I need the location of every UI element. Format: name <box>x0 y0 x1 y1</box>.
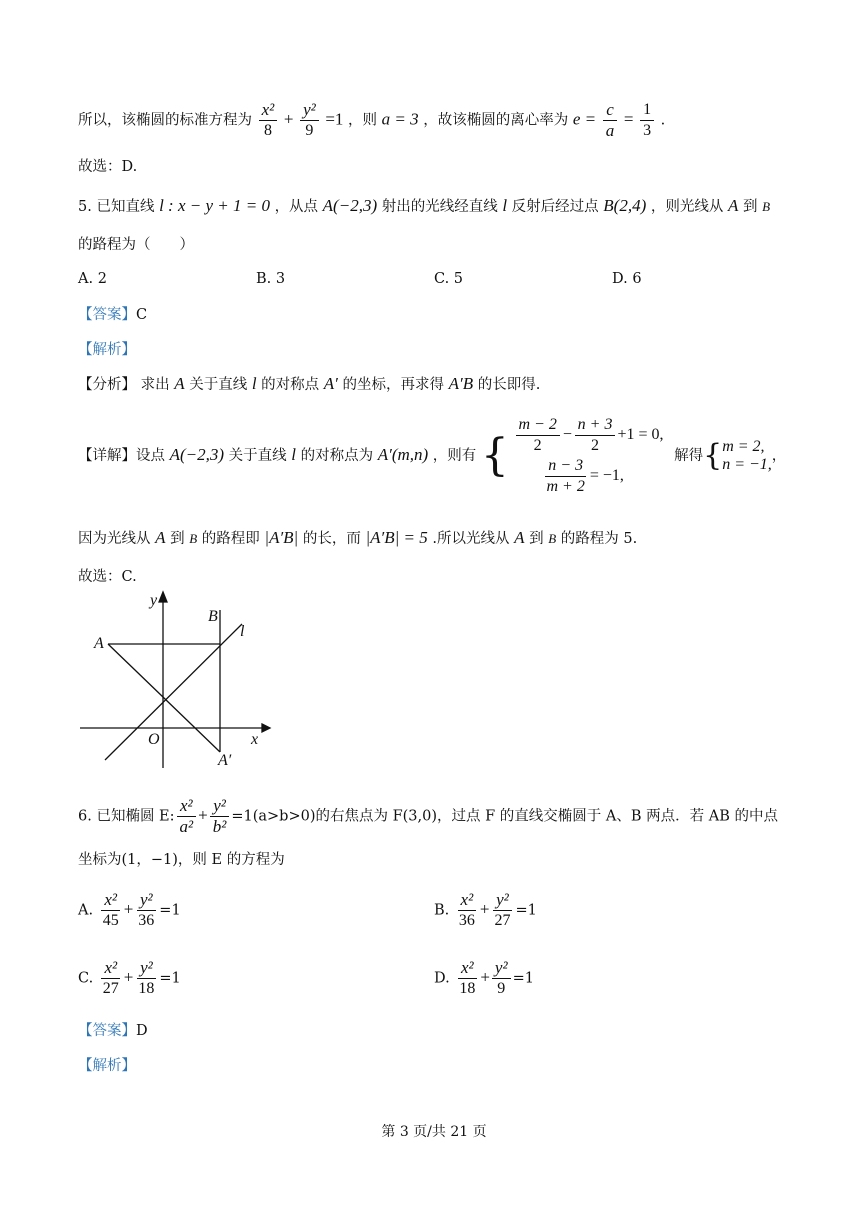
segment-A-Aprime <box>108 644 220 752</box>
text: 的长即得. <box>477 377 541 393</box>
numerator: x² <box>101 890 120 911</box>
text: ，则有 <box>432 448 477 464</box>
equals: =1 <box>515 902 537 919</box>
denominator: 18 <box>459 980 476 997</box>
text: ， <box>771 448 787 464</box>
text: 求出 <box>140 377 170 393</box>
option-b: B. 3 <box>256 271 286 287</box>
plus-sign: + <box>198 805 208 825</box>
plus-sign: + <box>479 899 490 919</box>
fraction <box>516 415 560 456</box>
math-expr: A(−2,3) <box>322 196 378 215</box>
numerator: y² <box>137 958 156 979</box>
answer-value: D <box>136 1023 148 1039</box>
fraction <box>544 456 588 497</box>
numerator: n − 3 <box>545 456 586 477</box>
minus: − <box>561 426 573 444</box>
label-B: B <box>208 608 218 625</box>
fraction <box>575 415 616 456</box>
math-expr: A′(m,n) <box>377 445 429 464</box>
analysis-tag: 【解析】 <box>78 342 136 358</box>
option-b <box>434 890 537 931</box>
math-tail: +1 = 0, <box>617 426 664 444</box>
text: 关于直线 <box>228 448 287 464</box>
question-6-line2: 坐标为(1，−1)，则 E 的方程为 <box>78 852 285 868</box>
fraction <box>640 100 654 141</box>
text: ，则光线从 <box>650 199 724 215</box>
fenxi-tag: 【分析】 <box>78 377 136 393</box>
denominator: a² <box>179 817 194 836</box>
denominator: 27 <box>494 912 511 929</box>
denominator: 8 <box>263 122 272 139</box>
label-x: x <box>251 731 259 748</box>
text: ，则 <box>348 112 378 129</box>
plus-sign: + <box>123 899 134 919</box>
equals: =1 <box>325 109 344 129</box>
option-label: C. <box>78 970 94 987</box>
text: .所以光线从 <box>432 531 510 547</box>
math-expr: A′ <box>323 374 338 393</box>
math-expr: B <box>762 199 771 214</box>
fraction <box>456 958 478 999</box>
answer-value: C <box>136 307 148 323</box>
math-expr: B <box>189 531 198 546</box>
math-expr: A(−2,3) <box>169 445 225 464</box>
question-5-line2: 的路程为（ ） <box>78 237 194 253</box>
fraction <box>100 958 122 999</box>
denominator: 27 <box>102 980 119 997</box>
math-expr: A <box>514 528 525 547</box>
text: 的长，而 <box>302 531 361 547</box>
fraction <box>259 100 278 141</box>
denominator: 2 <box>533 437 542 454</box>
denominator: 2 <box>591 437 600 454</box>
option-c: C. 5 <box>434 271 464 287</box>
option-d <box>434 958 534 999</box>
text: 反射后经过点 <box>511 199 599 215</box>
system-row-1 <box>514 415 664 456</box>
denominator: 9 <box>497 980 506 997</box>
conclusion-row <box>78 528 637 549</box>
text: . <box>660 112 666 129</box>
answer-row-6 <box>78 1021 148 1041</box>
text: 关于直线 <box>189 377 248 393</box>
denominator: a <box>605 121 615 140</box>
math-expr: |A′B| <box>264 528 299 547</box>
text: 的对称点 <box>261 377 320 393</box>
text: 解得 <box>674 448 704 464</box>
equation-system <box>514 415 664 497</box>
numerator: x² <box>458 890 477 911</box>
label-y: y <box>150 592 158 609</box>
fraction <box>456 890 478 931</box>
numerator: y² <box>492 958 511 979</box>
left-brace: { <box>703 438 723 473</box>
fraction <box>492 958 511 999</box>
option-d: D. 6 <box>612 271 642 287</box>
numerator: y² <box>493 890 512 911</box>
text: 的路程即 <box>201 531 260 547</box>
text: 5. 已知直线 <box>78 199 155 215</box>
text: 的坐标，再求得 <box>342 377 444 393</box>
numerator: n + 3 <box>575 415 616 436</box>
numerator: x² <box>177 796 196 817</box>
math-expr: A′B <box>448 374 474 393</box>
option-a <box>78 890 181 931</box>
text: 因为光线从 <box>78 531 151 547</box>
fraction <box>177 796 197 837</box>
math-expr: a = 3 <box>381 109 419 129</box>
ellipse-conclusion-line <box>78 100 665 141</box>
fraction <box>135 958 157 999</box>
math-expr: l <box>502 196 508 215</box>
numerator: y² <box>300 100 319 121</box>
option-c <box>78 958 181 999</box>
plus-sign: + <box>480 967 490 987</box>
fraction <box>135 890 157 931</box>
system-row-2 <box>514 456 664 497</box>
numerator: x² <box>458 958 477 979</box>
reflection-figure <box>78 588 278 773</box>
text: 到 <box>529 531 544 547</box>
text: 的对称点为 <box>300 448 374 464</box>
left-brace: { <box>480 430 509 481</box>
denominator: 36 <box>138 912 155 929</box>
equals: =1 <box>159 970 181 987</box>
text: 到 <box>170 531 185 547</box>
numerator: y² <box>210 796 229 817</box>
detail-row <box>78 415 786 497</box>
option-label: A. <box>78 902 94 919</box>
text: 设点 <box>136 448 165 464</box>
denominator: 36 <box>458 912 475 929</box>
fraction <box>100 890 122 931</box>
answer-line: 故选：D. <box>78 159 138 175</box>
numerator: x² <box>259 100 278 121</box>
numerator: x² <box>101 958 120 979</box>
math-expr: |A′B| = 5 <box>365 528 428 547</box>
solution-system <box>722 438 772 474</box>
denominator: 3 <box>643 122 652 139</box>
x-axis-arrow <box>262 724 270 732</box>
label-O: O <box>148 731 160 748</box>
math-expr: B(2,4) <box>603 196 647 215</box>
text: 6. 已知椭圆 E: <box>78 808 175 825</box>
text: ，故该椭圆的离心率为 <box>423 112 569 129</box>
label-A: A <box>94 635 104 652</box>
text: =1(a>b>0)的右焦点为 F(3,0)，过点 F 的直线交椭圆于 A、B 两点．若 AB 的中点 <box>231 808 778 825</box>
text: 所以，该椭圆的标准方程为 <box>78 112 252 129</box>
fraction <box>491 890 513 931</box>
denominator: 18 <box>138 980 155 997</box>
math-expr: A <box>174 374 185 393</box>
text: ，从点 <box>274 199 319 215</box>
equals: =1 <box>512 970 534 987</box>
plus-sign: + <box>283 109 294 129</box>
solution-2: n = −1, <box>722 456 772 473</box>
final-answer: 故选：C. <box>78 569 137 585</box>
equals: =1 <box>159 902 181 919</box>
math-tail: = −1, <box>589 467 624 485</box>
solution-1: m = 2, <box>722 438 765 455</box>
fraction <box>210 796 230 837</box>
option-label: D. <box>434 970 450 987</box>
numerator: y² <box>137 890 156 911</box>
analysis-row <box>78 340 136 360</box>
label-l: l <box>240 623 245 640</box>
y-axis-arrow <box>159 592 167 602</box>
numerator: c <box>603 100 617 121</box>
math-expr: e = <box>572 109 597 129</box>
text: 射出的光线经直线 <box>381 199 498 215</box>
answer-tag: 【答案】 <box>78 1023 136 1039</box>
answer-row <box>78 305 147 325</box>
numerator: 1 <box>640 100 654 121</box>
denominator: b² <box>212 817 227 836</box>
analysis-tag: 【解析】 <box>78 1058 136 1074</box>
plus-sign: + <box>123 967 134 987</box>
denominator: 45 <box>102 912 119 929</box>
equals: = <box>623 109 634 129</box>
detail-tag: 【详解】 <box>78 448 136 464</box>
option-label: B. <box>434 902 450 919</box>
math-expr: A <box>155 528 166 547</box>
question-5-line1 <box>78 196 770 217</box>
label-Aprime: A′ <box>218 752 232 769</box>
fraction <box>300 100 319 141</box>
text: 到 <box>742 199 758 215</box>
denominator: 9 <box>305 122 314 139</box>
option-a: A. 2 <box>78 271 107 287</box>
text: 的路程为 5. <box>560 531 638 547</box>
analysis-row-6 <box>78 1056 136 1076</box>
page-footer: 第 3 页/共 21 页 <box>381 1124 487 1140</box>
denominator: m + 2 <box>546 478 585 495</box>
answer-tag: 【答案】 <box>78 307 136 323</box>
math-expr: A <box>727 196 739 215</box>
fenxi-row <box>78 374 540 395</box>
math-expr: l <box>251 374 257 393</box>
numerator: m − 2 <box>516 415 560 436</box>
question-6-line1 <box>78 796 778 837</box>
math-expr: l <box>291 445 296 464</box>
math-expr: B <box>548 531 557 546</box>
math-expr: l : x − y + 1 = 0 <box>159 196 270 215</box>
fraction <box>603 100 618 141</box>
